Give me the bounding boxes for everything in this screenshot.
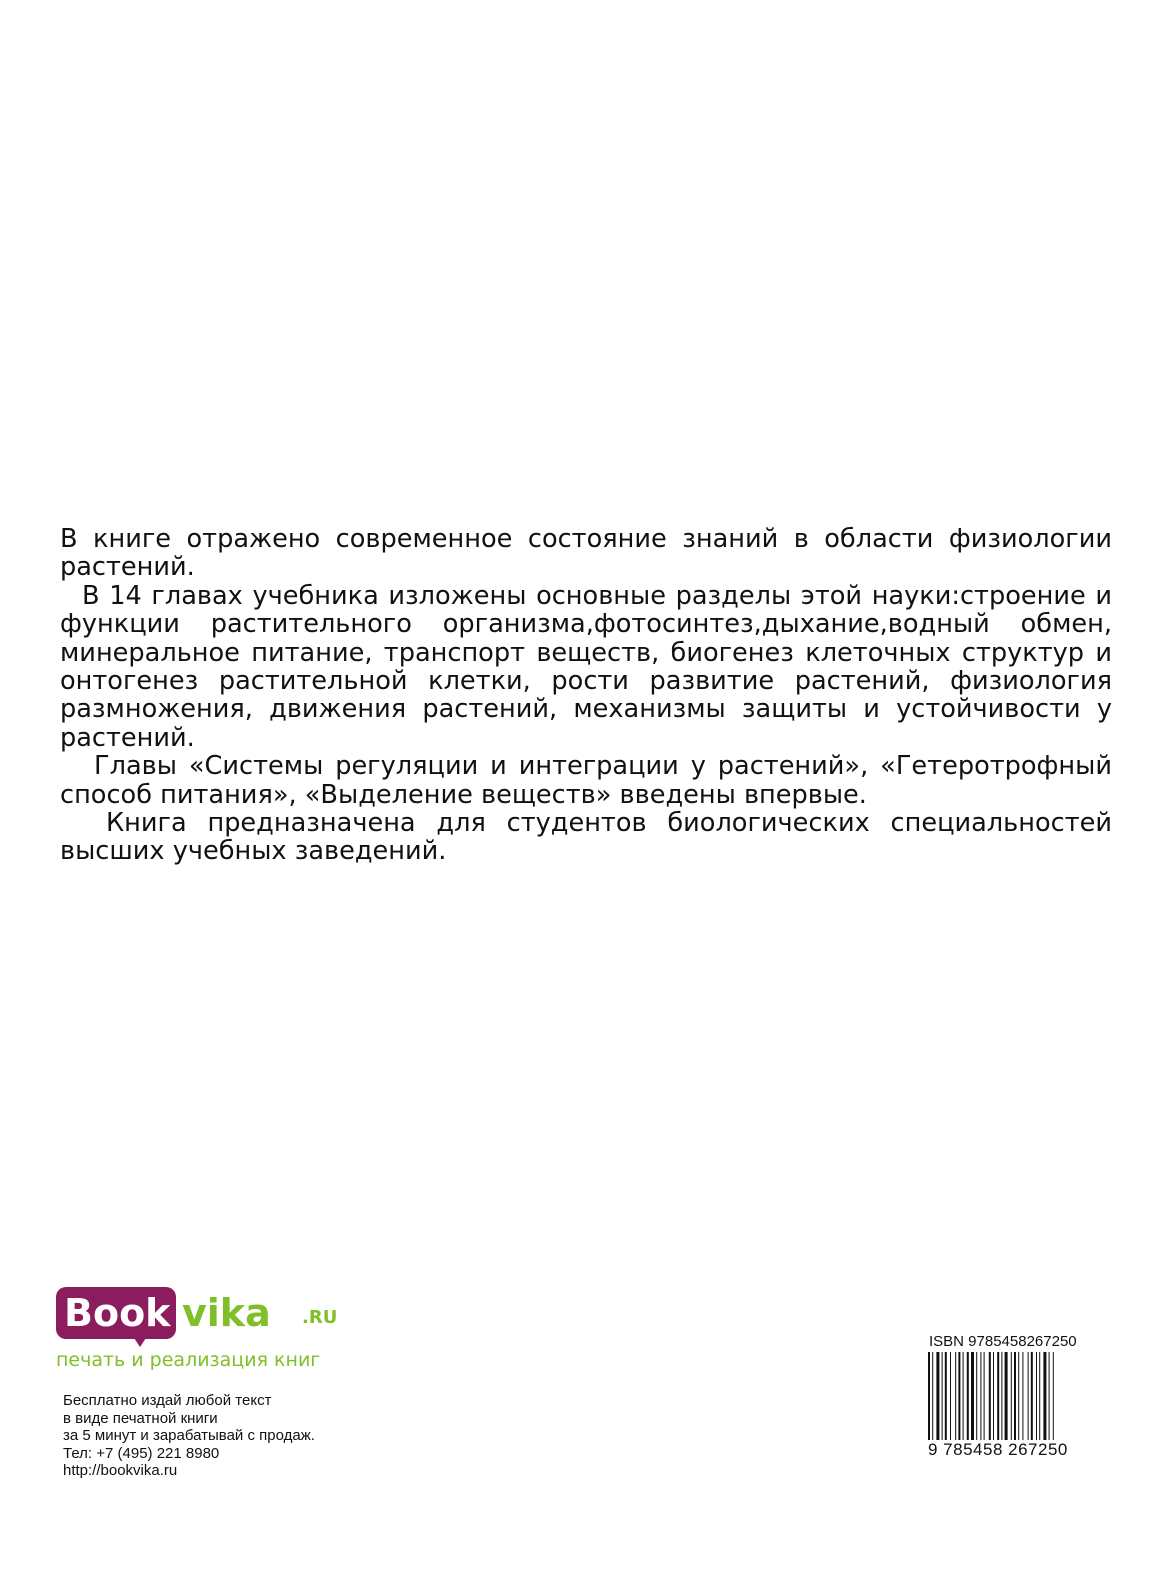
publisher-line-1: Бесплатно издай любой текст	[63, 1392, 272, 1409]
description-paragraph-1: В книге отражено современное состояние знаний в области физиологии растений.	[60, 524, 1112, 583]
book-description	[60, 525, 1112, 866]
logo-bubble-tail-icon	[132, 1335, 148, 1347]
logo-ru-text: .RU	[302, 1307, 338, 1328]
description-paragraph-4: Книга предназначена для студентов биологических специальностей высших учебных заведений.	[60, 808, 1112, 867]
bookvika-logo	[56, 1287, 356, 1371]
logo-vika-text: vika	[182, 1291, 271, 1335]
logo-book-text: Book	[64, 1291, 171, 1335]
publisher-line-3: за 5 минут и зарабатывай с продаж.	[63, 1427, 315, 1444]
description-paragraph-3: Главы «Системы регуляции и интеграции у растений», «Гетеротрофный способ питания», «Выделение веществ» введены впервые.	[60, 751, 1112, 810]
logo-tagline: печать и реализация книг	[56, 1349, 321, 1371]
description-paragraph-2: В 14 главах учебника изложены основные разделы этой науки:строение и функции растительного организма,фотосинтез,дыхание,водный обмен, минеральное питание, транспорт веществ, биогенез клеточных структур и онтогенез растительной клетки, рости развитие растений, физиология размножения, движения растений, механизмы защиты и устойчивости у растений.	[60, 580, 1112, 753]
publisher-url[interactable]: http://bookvika.ru	[63, 1462, 178, 1479]
publisher-line-2: в виде печатной книги	[63, 1409, 218, 1427]
barcode-digits: 9 785458 267250	[928, 1440, 1082, 1460]
publisher-info	[63, 1392, 315, 1480]
publisher-phone: Тел: +7 (495) 221 8980	[63, 1444, 220, 1462]
isbn-label: ISBN 9785458267250	[929, 1333, 1077, 1350]
